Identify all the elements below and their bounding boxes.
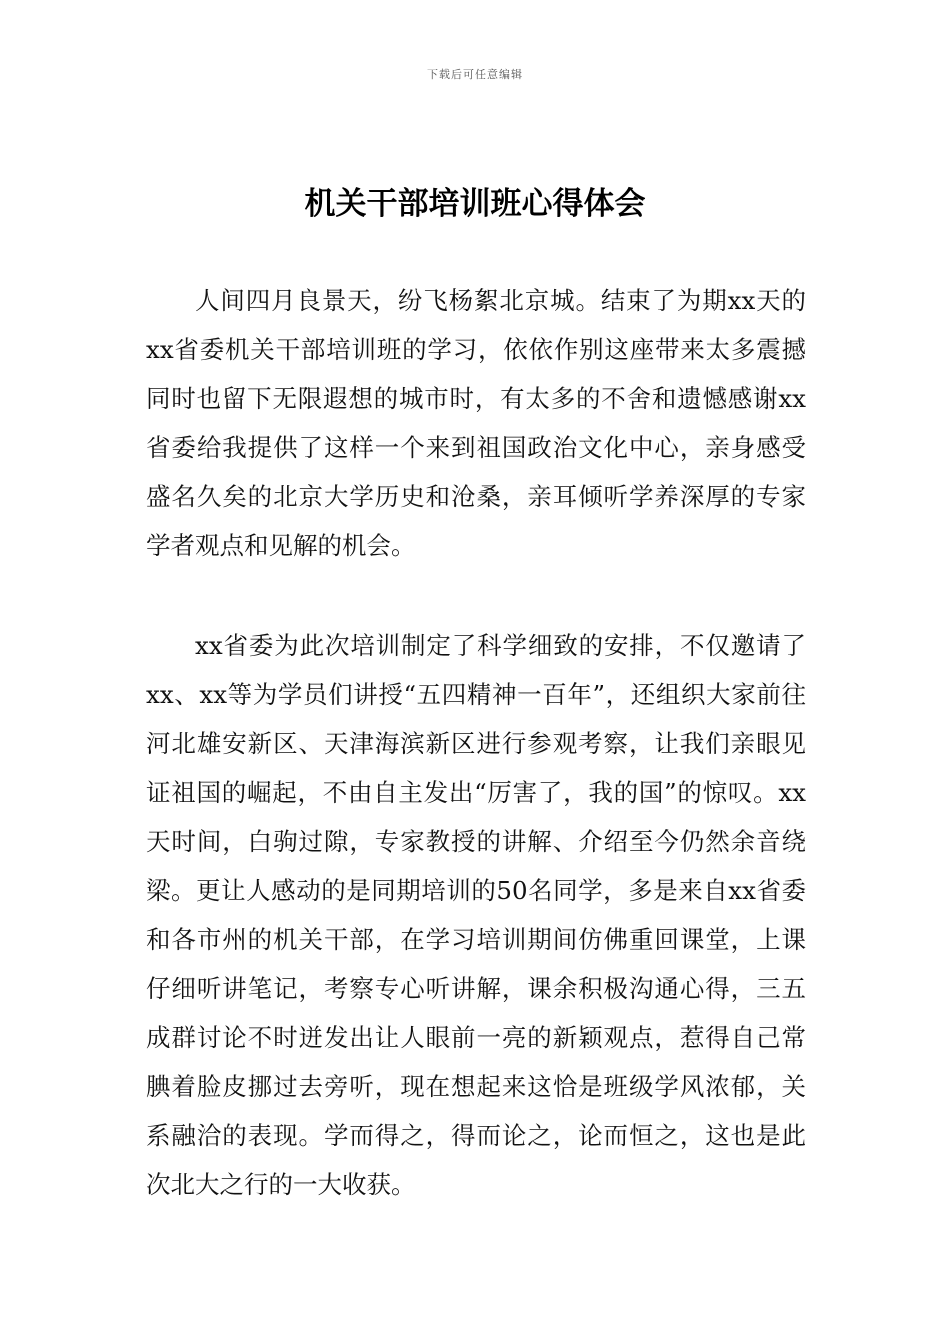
paragraph-2 bbox=[146, 621, 806, 1209]
paragraph-text: xx省委为此次培训制定了科学细致的安排，不仅邀请了xx、xx等为学员们讲授“五四精神一百年”，还组织大家前往河北雄安新区、天津海滨新区进行参观考察，让我们亲眼见证祖国的崛起，不由自主发出“厉害了，我的国”的惊叹。xx天时间，白驹过隙，专家教授的讲解、介绍至今仍然余音绕梁。更让人感动的是同期培训的50名同学，多是来自xx省委和各市州的机关干部，在学习培训期间仿佛重回课堂，上课仔细听讲笔记，考察专心听讲解，课余积极沟通心得，三五成群讨论不时迸发出让人眼前一亮的新颖观点，惹得自己常腆着脸皮挪过去旁听，现在想起来这恰是班级学风浓郁，关系融洽的表现。学而得之，得而论之，论而恒之，这也是此次北大之行的一大收获。 bbox=[146, 631, 806, 1199]
header-note: 下载后可任意编辑 bbox=[427, 68, 523, 81]
paragraph-1 bbox=[146, 276, 806, 570]
document-title: 机关干部培训班心得体会 bbox=[304, 186, 646, 222]
paragraph-text: 人间四月良景天，纷飞杨絮北京城。结束了为期xx天的xx省委机关干部培训班的学习，依依作别这座带来太多震撼同时也留下无限遐想的城市时，有太多的不舍和遗憾感谢xx省委给我提供了这样一个来到祖国政治文化中心，亲身感受盛名久矣的北京大学历史和沧桑，亲耳倾听学养深厚的专家学者观点和见解的机会。 bbox=[146, 286, 806, 560]
